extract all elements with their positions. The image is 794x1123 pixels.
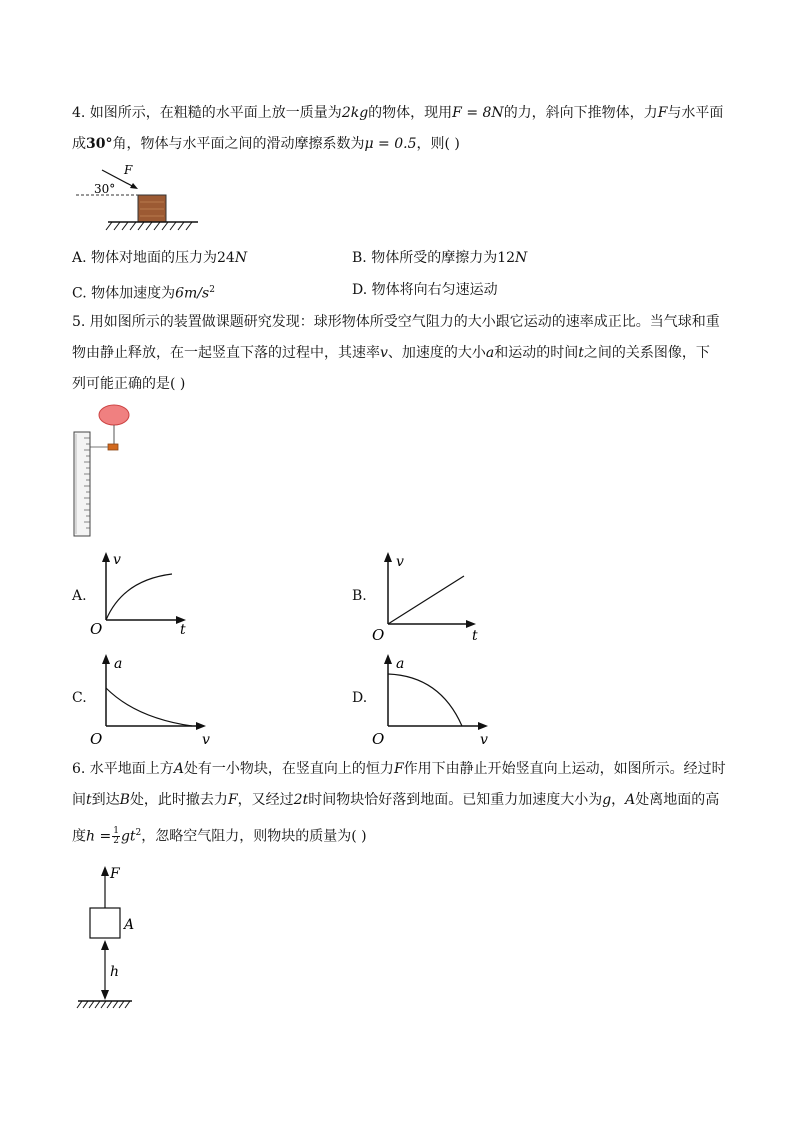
q6-line-1: 6. 水平地面上方A处有一小物块，在竖直向上的恒力F作用下由静止开始竖直向上运动，如图所示。经过时 <box>72 761 726 777</box>
q6-block-figure <box>72 862 152 1012</box>
q6-line-3: 度h = $\frac{1}{2}$ $gt^2$，忽略空气阻力，则物块的质量为( ) <box>72 826 367 847</box>
graph-d-origin: O <box>372 730 385 748</box>
small-block <box>90 908 120 938</box>
q4-fig-force-label: F <box>124 163 133 177</box>
graph-a-x-label: t <box>180 622 186 638</box>
q4-block-figure <box>72 162 202 236</box>
balloon <box>99 405 129 425</box>
q4-option-b: B. 物体所受的摩擦力为12N <box>352 250 528 266</box>
graph-b-y-label: v <box>396 554 404 570</box>
q4-option-d: D. 物体将向右匀速运动 <box>352 282 498 298</box>
q5-graph-a <box>88 550 198 640</box>
q5-apparatus-figure <box>70 400 140 540</box>
graph-d-curve <box>388 674 462 726</box>
graph-a-origin: O <box>90 620 103 638</box>
graph-d-y-label: a <box>396 656 405 672</box>
fraction-one-half: $\frac{1}{2}$ <box>113 826 119 847</box>
graph-b-origin: O <box>372 626 385 644</box>
graph-c-x-label: v <box>202 732 210 748</box>
graph-b-x-label: t <box>472 628 478 644</box>
q5-graph-d-label: D. <box>352 690 368 706</box>
q4-option-a: A. 物体对地面的压力为24N <box>72 250 248 266</box>
graph-c-origin: O <box>90 730 103 748</box>
weight <box>108 444 118 450</box>
graph-a-curve <box>106 574 172 620</box>
graph-c-y-label: a <box>114 656 123 672</box>
q4-line-2: 成30°角，物体与水平面之间的滑动摩擦系数为μ = 0.5，则( ) <box>72 136 460 152</box>
q5-graph-a-label: A. <box>72 588 87 604</box>
q5-graph-b <box>370 550 490 646</box>
q6-fig-force-label: F <box>110 866 120 882</box>
q5-line-2: 物由静止释放，在一起竖直下落的过程中，其速率v、加速度的大小a和运动的时间t之间的关系图像，下 <box>72 345 710 361</box>
q4-fig-angle-label: 30° <box>94 182 116 196</box>
q5-line-3: 列可能正确的是( ) <box>72 376 186 392</box>
q6-line-2: 间t到达B处，此时撤去力F，又经过2t时间物块恰好落到地面。已知重力加速度大小为g，A处离地面的高 <box>72 792 720 808</box>
q5-line-1: 5. 用如图所示的装置做课题研究发现：球形物体所受空气阻力的大小跟它运动的速率成正比。当气球和重 <box>72 314 720 330</box>
q5-graph-d <box>370 652 500 748</box>
graph-b-line <box>388 576 464 624</box>
q6-fig-h-label: h <box>110 964 120 980</box>
graph-c-curve <box>106 688 192 726</box>
q4-line-1: 4. 如图所示，在粗糙的水平面上放一质量为2kg的物体，现用F = 8N的力，斜向下推物体，力F与水平面 <box>72 105 724 121</box>
q5-graph-c <box>88 652 218 748</box>
graph-d-x-label: v <box>480 732 488 748</box>
graph-a-y-label: v <box>113 552 121 568</box>
q5-graph-b-label: B. <box>352 588 367 604</box>
q5-graph-c-label: C. <box>72 690 87 706</box>
q6-fig-a-label: A <box>124 917 135 933</box>
q4-option-c: C. 物体加速度为$6m/s^2$ <box>72 285 215 302</box>
